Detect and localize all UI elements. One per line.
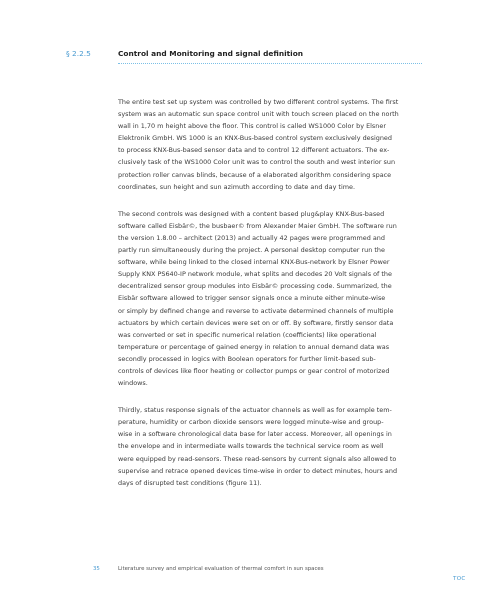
- paragraph-3: Thirdly, status response signals of the actuator channels as well as for example tem- perature, humidity or carbon dioxide sensors were logged minute-wise and group- wise in a software chronological data base for later access. Moreover, all openings in the envelope and in intermediate walls towards the technical service room as well were equipped by read-sensors. These read-sensors by current signals also allowed to supervise and retrace opened devices time-wise in order to detect minutes, hours and days of disrupted test conditions (figure 11).: [118, 406, 398, 487]
- section-title: Control and Monitoring and signal definition: [118, 49, 304, 58]
- section-number: § 2.2.5: [66, 49, 91, 58]
- paragraph-1: The entire test set up system was controlled by two different control systems. The first system was an automatic sun space control unit with touch screen placed on the north wall in 1,70 m height above the floor. This control is called WS1000 Color by Elsner Elektronik GmbH. WS 1000 is an KNX-Bus-based control system exclusively designed to process KNX-Bus-based sensor data and to control 12 different actuators. The ex- clusively task of the WS1000 Color unit was to control the south and west interior sun protection roller canvas blinds, because of a elaborated algorithm considering space coordinates, sun height and sun azimuth according to date and day time.: [118, 98, 399, 191]
- section-heading: [66, 49, 422, 58]
- toc-link[interactable]: TOC: [453, 576, 466, 582]
- body-text: [118, 96, 430, 504]
- paragraph-2: The second controls was designed with a content based plug&play KNX-Bus-based software called Eisbär©, the busbaer© from Alexander Maier GmbH. The software run the version 1.8.00 – architect (2013) and actually 42 pages were programmed and partly run simultaneously during the project. A personal desktop computer run the software, while being linked to the closed internal KNX-Bus-network by Elsner Power Supply KNX PS640-IP network module, what splits and decodes 20 Volt signals of the decentralized sensor group modules into Eisbär© processing code. Summarized, the Eisbär software allowed to trigger sensor signals once a minute either minute-wise or simply by defined change and reverse to activate determined channels of multiple actuators by which certain devices were set on or off. By software, firstly sensor data was converted or set in specific numerical relation (coefficients) like operational temperature or percentage of gained energy in relation to annual demand data was secondly processed in logics with Boolean operators for further limit-based sub- controls of devices like floor heating or collector pumps or gear control of motorized windows.: [118, 209, 397, 388]
- heading-divider: [118, 63, 422, 64]
- page-footer: [93, 566, 324, 572]
- page-number: 35: [93, 566, 100, 572]
- running-title: Literature survey and empirical evaluation of thermal comfort in sun spaces: [118, 566, 324, 572]
